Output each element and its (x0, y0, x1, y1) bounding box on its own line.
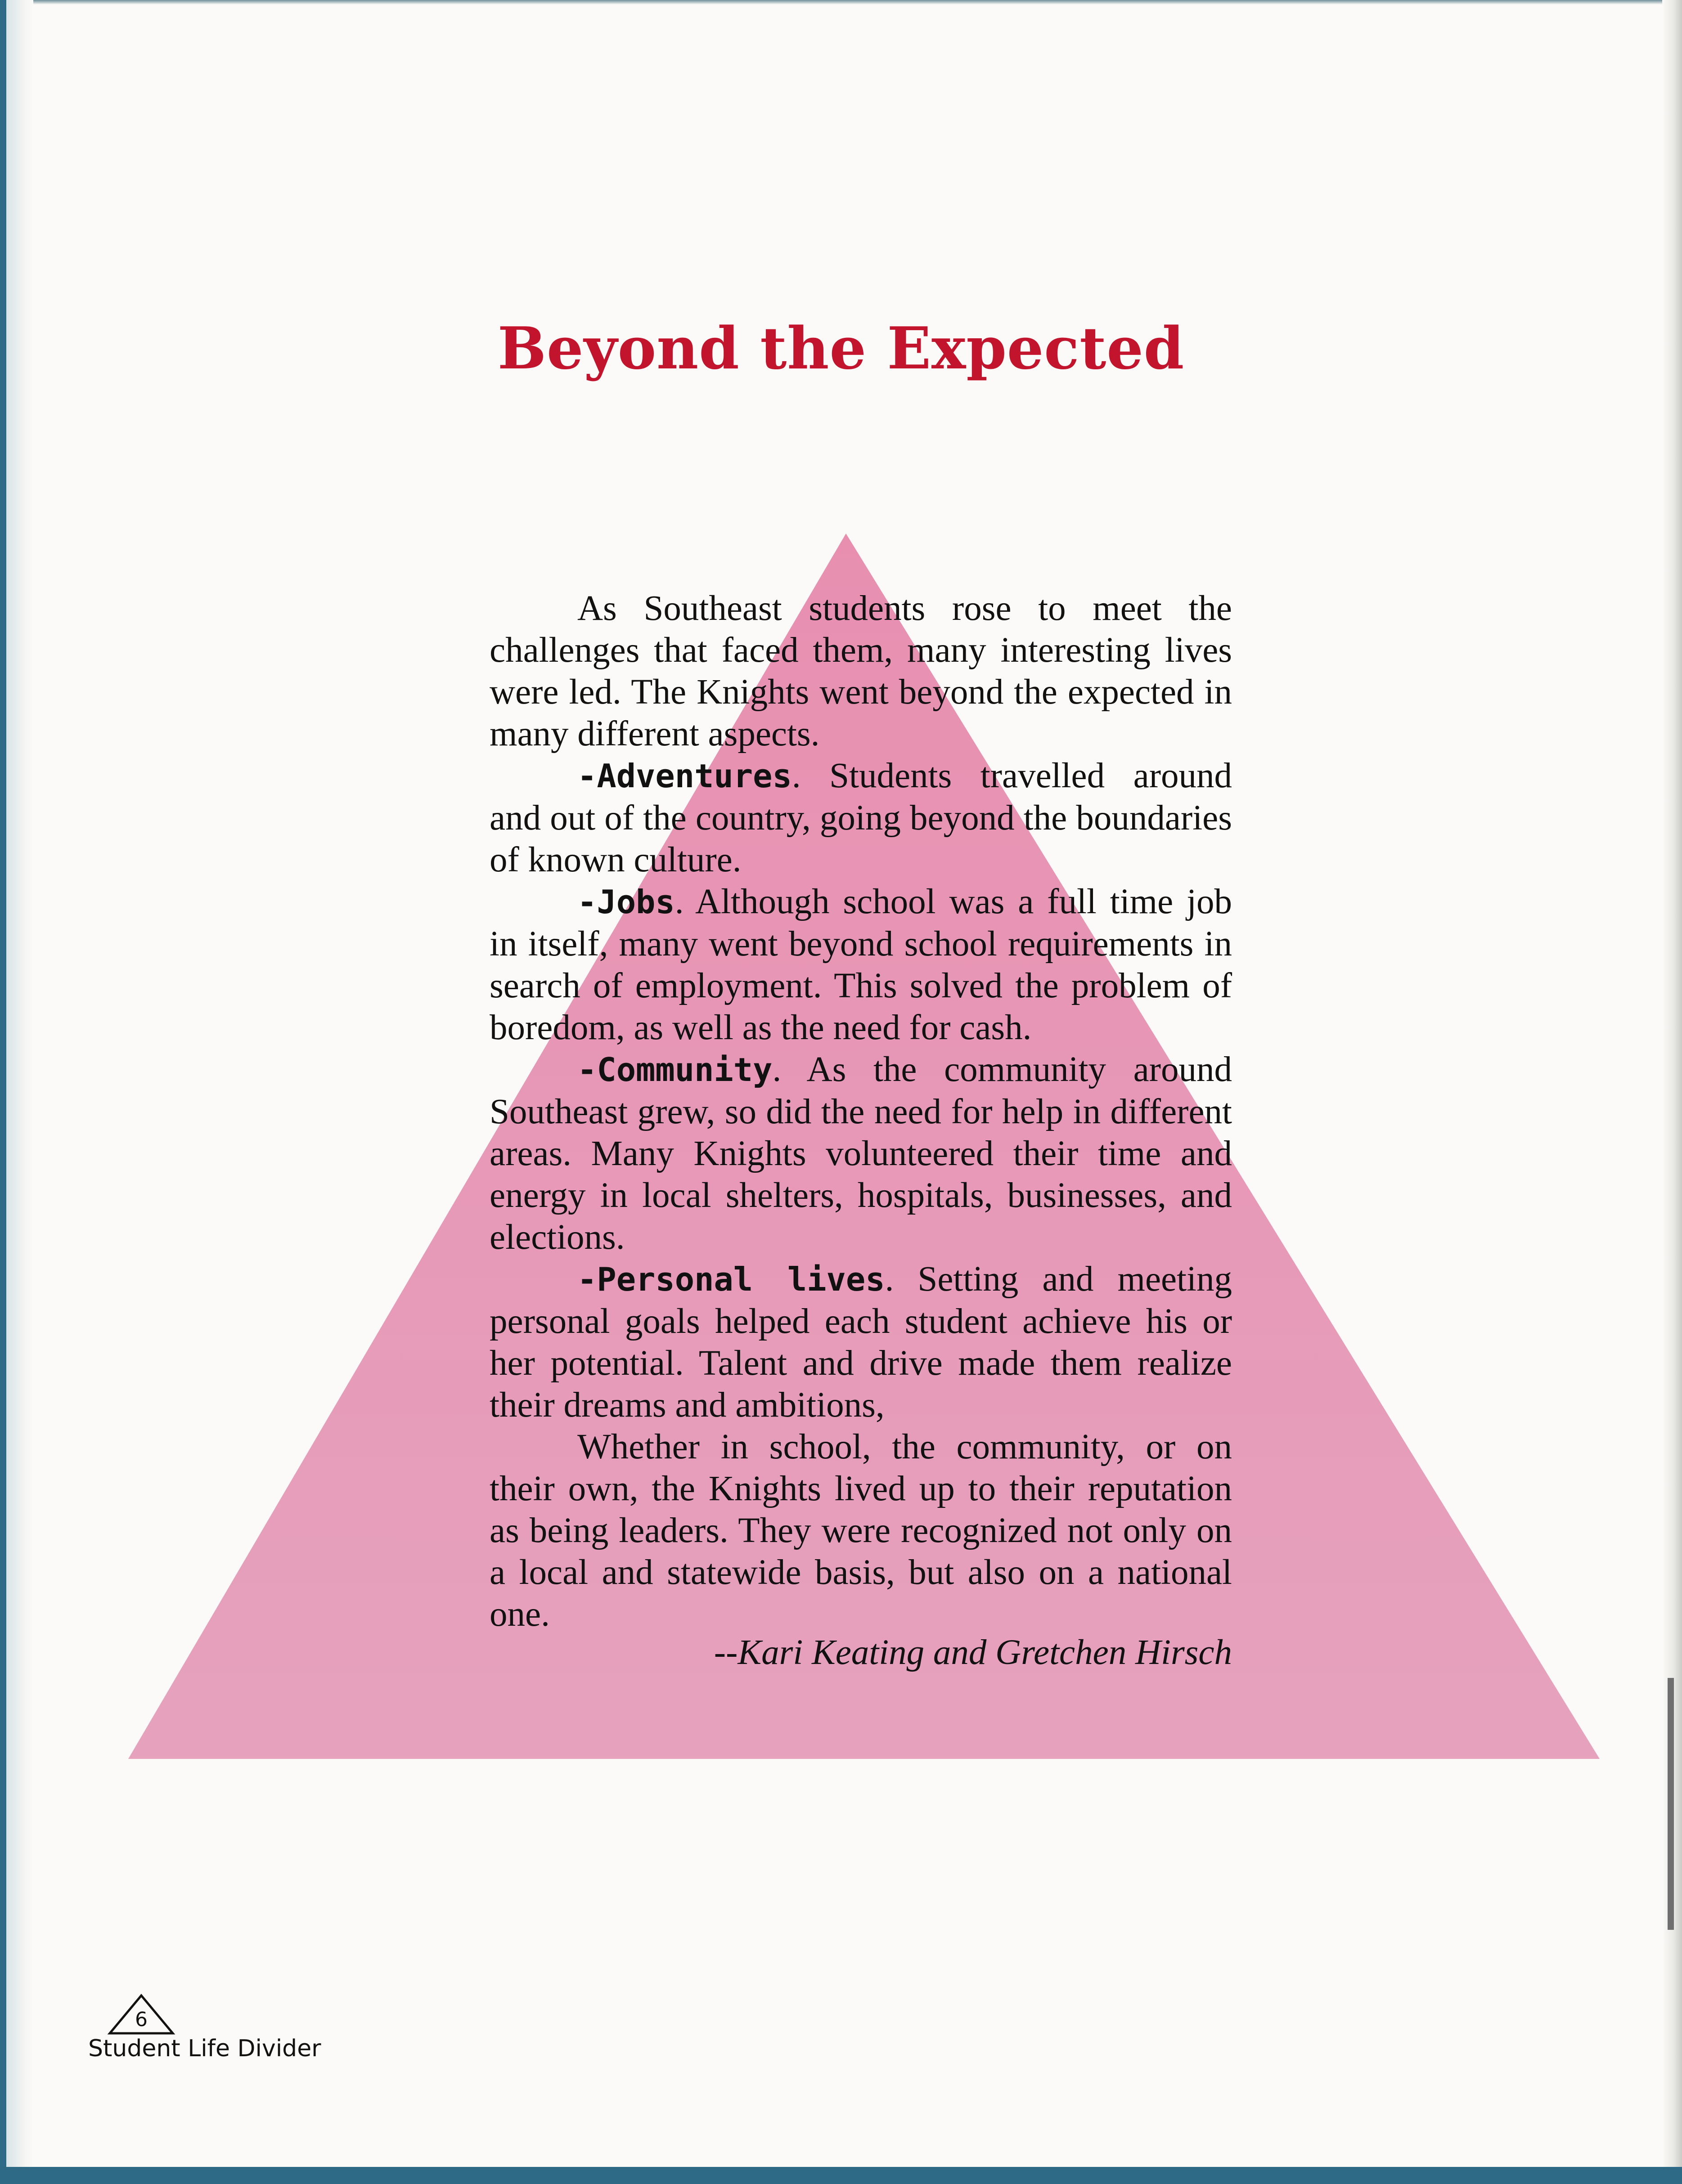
article-body (490, 587, 1232, 1673)
paragraph-personal-lives (490, 1258, 1232, 1426)
paragraph-lead: -Adventures (577, 757, 792, 795)
paragraph-text: . Students travelled around and out of the country, going beyond the boundaries of known culture. (490, 756, 1232, 879)
paragraph-conclusion (490, 1426, 1232, 1635)
paragraph-lead: -Community (577, 1051, 773, 1089)
paragraph-text: As Southeast students rose to meet the challenges that faced them, many interesting lives were led. The Knights went beyond the expected in many different aspects. (490, 589, 1232, 753)
paragraph-intro (490, 587, 1232, 755)
paragraph-lead: -Personal lives (577, 1260, 885, 1298)
byline: --Kari Keating and Gretchen Hirsch (714, 1633, 1232, 1672)
paragraph-lead: -Jobs (577, 883, 675, 921)
paragraph-text: Whether in school, the community, or on their own, the Knights lived up to their reputation as being leaders. They were recognized not only on a local and statewide basis, but also on a national one. (490, 1427, 1232, 1634)
paragraph-community (490, 1049, 1232, 1258)
page-title: Beyond the Expected (497, 315, 1185, 382)
paragraph-text: . Although school was a full time job in itself, many went beyond school requirements in search of employment. This solved the problem of boredom, as well as the need for cash. (490, 882, 1232, 1047)
page-number: 6 (135, 2008, 148, 2031)
paragraph-jobs (490, 881, 1232, 1049)
paragraph-adventures (490, 755, 1232, 881)
paragraph-text: . Setting and meeting personal goals helped each student achieve his or her potential. Talent and drive made them realize their dreams and ambitions, (490, 1260, 1232, 1425)
section-label: Student Life Divider (88, 2035, 321, 2062)
paragraph-text: . As the community around Southeast grew, so did the need for help in different areas. Many Knights volunteered their time and energy in local shelters, hospitals, businesses, and elections. (490, 1050, 1232, 1257)
